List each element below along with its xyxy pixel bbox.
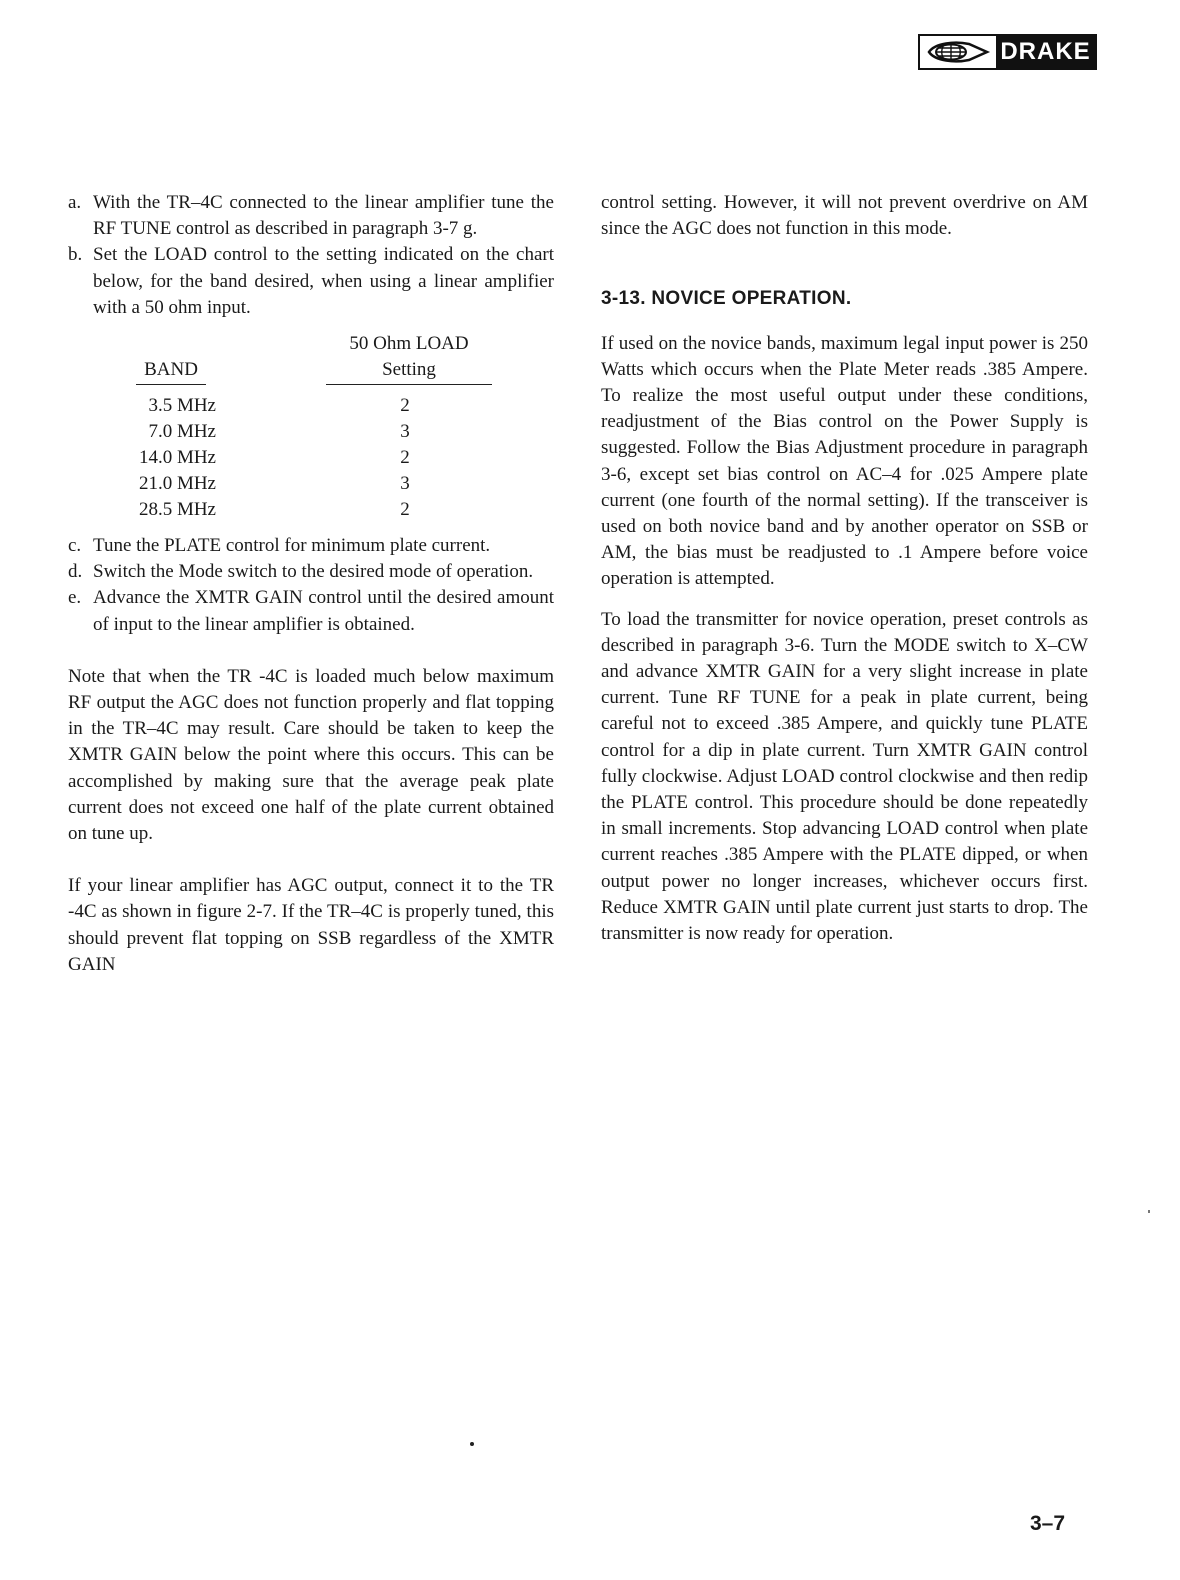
band-cell: 14.0 MHz [138,447,216,469]
agc-paragraph: If your linear amplifier has AGC output, connect it to the TR -4C as shown in figure 2-7. If the TR–4C is properly tuned, this should prevent flat topping on SSB regardless of the XMTR GAIN [68,875,554,975]
band-cell: 28.5 MHz [138,499,216,521]
setting-cell: 2 [400,499,410,521]
step-label: b. [68,244,83,266]
step-text: Tune the PLATE control for minimum plate current. [93,535,491,557]
procedure-step-a [68,190,554,242]
step-text: Advance the XMTR GAIN control until the desired amount of input to the linear amplifier is obtained. [93,587,554,635]
band-cell: 3.5 MHz [148,395,216,417]
page-number: 3–7 [1030,1512,1066,1535]
band-cell: 21.0 MHz [138,473,216,495]
stray-mark [1148,1210,1150,1213]
procedure-step-e [68,585,554,637]
load-setting-table [68,331,554,527]
table-header-load: 50 Ohm LOAD [349,333,469,355]
setting-cell: 2 [400,395,410,417]
continued-paragraph: control setting. However, it will not prevent overdrive on AM since the AGC does not function in this mode. [601,192,1088,240]
novice-paragraph-1: If used on the novice bands, maximum legal input power is 250 Watts which occurs when the Plate Meter reads .385 Ampere. To realize the most useful output under these conditions, readjustment of the Bias control on the Power Supply is suggested. Follow the Bias Adjustment procedure in paragraph 3-6, except set bias control on AC–4 for .025 Ampere plate current (one fourth of the normal setting). If the transceiver is used on both novice band and by another operator on SSB or AM, the bias must be readjusted to .1 Ampere before voice operation is attempted. [601,332,1088,590]
step-text: Switch the Mode switch to the desired mode of operation. [93,561,534,583]
step-label: c. [68,535,82,557]
setting-cell: 3 [400,421,410,443]
drake-globe-logo-icon [920,36,996,68]
table-row [68,445,548,471]
table-row [68,393,548,419]
step-label: e. [68,587,82,609]
step-label: d. [68,561,83,583]
table-row [68,471,548,497]
brand-name: DRAKE [996,36,1095,68]
drake-logo [918,34,1097,70]
note-paragraph: Note that when the TR -4C is loaded much below maximum RF output the AGC does not function properly and flat topping in the TR–4C may result. Care should be taken to keep the XMTR GAIN below the point where this occurs. This can be accomplished by making sure that the average peak plate current does not exceed one half of the plate current obtained on tune up. [68,665,554,845]
band-cell: 7.0 MHz [148,421,216,443]
step-text: Set the LOAD control to the setting indicated on the chart below, for the band desired, when using a linear amplifier with a 50 ohm input. [93,244,554,318]
table-row [68,497,548,523]
procedure-step-c [68,533,554,559]
left-column [68,190,554,978]
setting-cell: 3 [400,473,410,495]
procedure-step-d [68,559,554,585]
novice-paragraph-2: To load the transmitter for novice operation, preset controls as described in paragraph 3-6. Turn the MODE switch to X–CW and advance XMTR GAIN for a very slight increase in plate current. Tune RF TUNE for a peak in plate current, being careful not to exceed .385 Ampere, and quickly tune PLATE control for a dip in plate current. Turn XMTR GAIN control fully clockwise. Adjust LOAD control clockwise and then redip the PLATE control. This procedure should be done repeatedly in small increments. Stop advancing LOAD control when plate current reaches .385 Ampere with the PLATE dipped, or when output power no longer increases, whichever occurs first. Reduce XMTR GAIN until plate current just starts to drop. The transmitter is now ready for operation. [601,608,1088,945]
stray-mark [470,1442,474,1446]
table-row [68,419,548,445]
procedure-step-b [68,242,554,321]
step-text: With the TR–4C connected to the linear amplifier tune the RF TUNE control as described in paragraph 3-7 g. [93,192,554,240]
setting-cell: 2 [400,447,410,469]
section-heading: 3-13. NOVICE OPERATION. [601,288,852,310]
table-header-band: BAND [136,357,206,385]
right-column [601,190,1088,947]
table-header-setting: Setting [326,357,492,385]
step-label: a. [68,192,82,213]
